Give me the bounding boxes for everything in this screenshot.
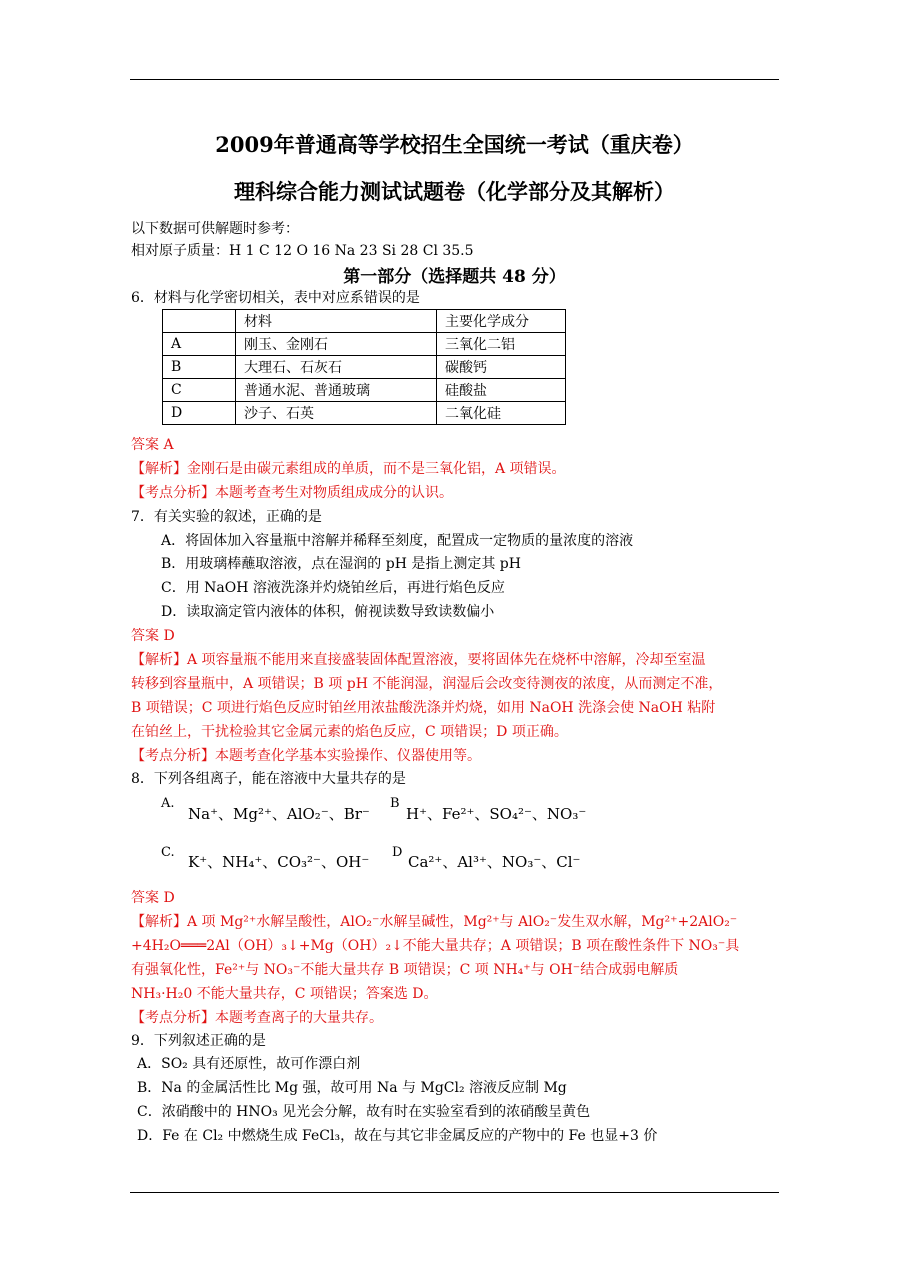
table-row — [163, 333, 566, 356]
q8-analysis-line: +4H₂O═══2Al（OH）₃↓+Mg（OH）₂↓不能大量共存；A 项错误；B 项在酸性条件下 NO₃⁻具 — [131, 938, 740, 954]
table-header-row — [163, 310, 566, 333]
q7-answer: 答案 D — [131, 628, 175, 644]
q7-analysis-line: 转移到容量瓶中，A 项错误；B 项 pH 不能润湿，润湿后会改变待测夜的浓度，从而测定不准， — [131, 676, 723, 692]
q6-stem: 6．材料与化学密切相关，表中对应系错误的是 — [131, 290, 420, 306]
table-cell: 材料 — [236, 310, 437, 333]
table-row — [163, 379, 566, 402]
table-cell: B — [163, 356, 236, 379]
q8-option-a: Na⁺、Mg²⁺、AlO₂⁻、Br⁻ — [188, 805, 370, 823]
table-cell — [163, 310, 236, 333]
document-subtitle: 理科综合能力测试试题卷（化学部分及其解析） — [234, 179, 675, 204]
q9-option-d: D．Fe 在 Cl₂ 中燃烧生成 FeCl₃，故在与其它非金属反应的产物中的 Fe 也显+3 价 — [137, 1128, 658, 1144]
reference-intro: 以下数据可供解题时参考： — [131, 221, 299, 237]
q6-analysis: 【解析】金刚石是由碳元素组成的单质，而不是三氧化铝，A 项错误。 — [131, 461, 566, 477]
q7-option-d: D．读取滴定管内液体的体积，俯视读数导致读数偏小 — [161, 604, 495, 620]
q8-option-d-label: D — [392, 845, 403, 860]
q8-option-b-label: B — [390, 796, 400, 811]
q9-option-c: C．浓硝酸中的 HNO₃ 见光会分解，故有时在实验室看到的浓硝酸呈黄色 — [137, 1104, 591, 1120]
table-cell: 硅酸盐 — [437, 379, 566, 402]
q8-analysis-line: NH₃·H₂0 不能大量共存，C 项错误；答案选 D。 — [131, 986, 438, 1002]
q7-point: 【考点分析】本题考查化学基本实验操作、仪器使用等。 — [131, 748, 481, 764]
q7-option-c: C．用 NaOH 溶液洗涤并灼烧铂丝后，再进行焰色反应 — [161, 580, 505, 596]
table-cell: 碳酸钙 — [437, 356, 566, 379]
bottom-rule — [130, 1192, 779, 1193]
table-row — [163, 356, 566, 379]
q9-stem: 9．下列叙述正确的是 — [131, 1033, 266, 1049]
q8-analysis-line: 【解析】A 项 Mg²⁺水解呈酸性，AlO₂⁻水解呈碱性，Mg²⁺与 AlO₂⁻发生双水解，Mg²⁺+2AlO₂⁻ — [131, 914, 738, 930]
table-cell: 普通水泥、普通玻璃 — [236, 379, 437, 402]
q8-option-d: Ca²⁺、Al³⁺、NO₃⁻、Cl⁻ — [408, 853, 581, 871]
q7-analysis-line: 在铂丝上，干扰检验其它金属元素的焰色反应，C 项错误；D 项正确。 — [131, 724, 568, 740]
table-cell: 沙子、石英 — [236, 402, 437, 425]
q8-point: 【考点分析】本题考查离子的大量共存。 — [131, 1010, 383, 1026]
table-cell: 大理石、石灰石 — [236, 356, 437, 379]
q6-point: 【考点分析】本题考查考生对物质组成成分的认识。 — [131, 485, 453, 501]
q7-analysis-line: B 项错误；C 项进行焰色反应时铂丝用浓盐酸洗涤并灼烧，如用 NaOH 洗涤会使 NaOH 粘附 — [131, 700, 716, 716]
q6-answer: 答案 A — [131, 437, 174, 453]
q8-option-c: K⁺、NH₄⁺、CO₃²⁻、OH⁻ — [188, 853, 370, 871]
q8-stem: 8．下列各组离子，能在溶液中大量共存的是 — [131, 771, 406, 787]
q8-answer: 答案 D — [131, 890, 175, 906]
materials-table — [162, 309, 566, 425]
table-cell: C — [163, 379, 236, 402]
section-heading: 第一部分（选择题共 48 分） — [343, 267, 566, 287]
q8-option-a-label: A. — [161, 796, 175, 811]
table-cell: A — [163, 333, 236, 356]
q7-stem: 7．有关实验的叙述，正确的是 — [131, 509, 322, 525]
q8-analysis-line: 有强氧化性，Fe²⁺与 NO₃⁻不能大量共存 B 项错误；C 项 NH₄⁺与 OH⁻结合成弱电解质 — [131, 962, 679, 978]
q8-option-c-label: C. — [161, 845, 175, 860]
table-cell: D — [163, 402, 236, 425]
q8-option-b: H⁺、Fe²⁺、SO₄²⁻、NO₃⁻ — [406, 805, 587, 823]
table-cell: 刚玉、金刚石 — [236, 333, 437, 356]
table-row — [163, 402, 566, 425]
atomic-masses: 相对原子质量：H 1 C 12 O 16 Na 23 Si 28 Cl 35.5 — [131, 243, 474, 259]
q9-option-b: B．Na 的金属活性比 Mg 强，故可用 Na 与 MgCl₂ 溶液反应制 Mg — [137, 1080, 567, 1096]
q9-option-a: A．SO₂ 具有还原性，故可作漂白剂 — [137, 1056, 361, 1072]
top-rule — [130, 79, 779, 80]
table-cell: 主要化学成分 — [437, 310, 566, 333]
table-cell: 三氧化二铝 — [437, 333, 566, 356]
q7-analysis-line: 【解析】A 项容量瓶不能用来直接盛装固体配置溶液，要将固体先在烧杯中溶解，冷却至室温 — [131, 652, 706, 668]
document-title: 2009年普通高等学校招生全国统一考试（重庆卷） — [215, 132, 694, 157]
q7-option-b: B．用玻璃棒蘸取溶液，点在湿润的 pH 是指上测定其 pH — [161, 556, 521, 572]
table-cell: 二氧化硅 — [437, 402, 566, 425]
q7-option-a: A．将固体加入容量瓶中溶解并稀释至刻度，配置成一定物质的量浓度的溶液 — [161, 533, 634, 549]
